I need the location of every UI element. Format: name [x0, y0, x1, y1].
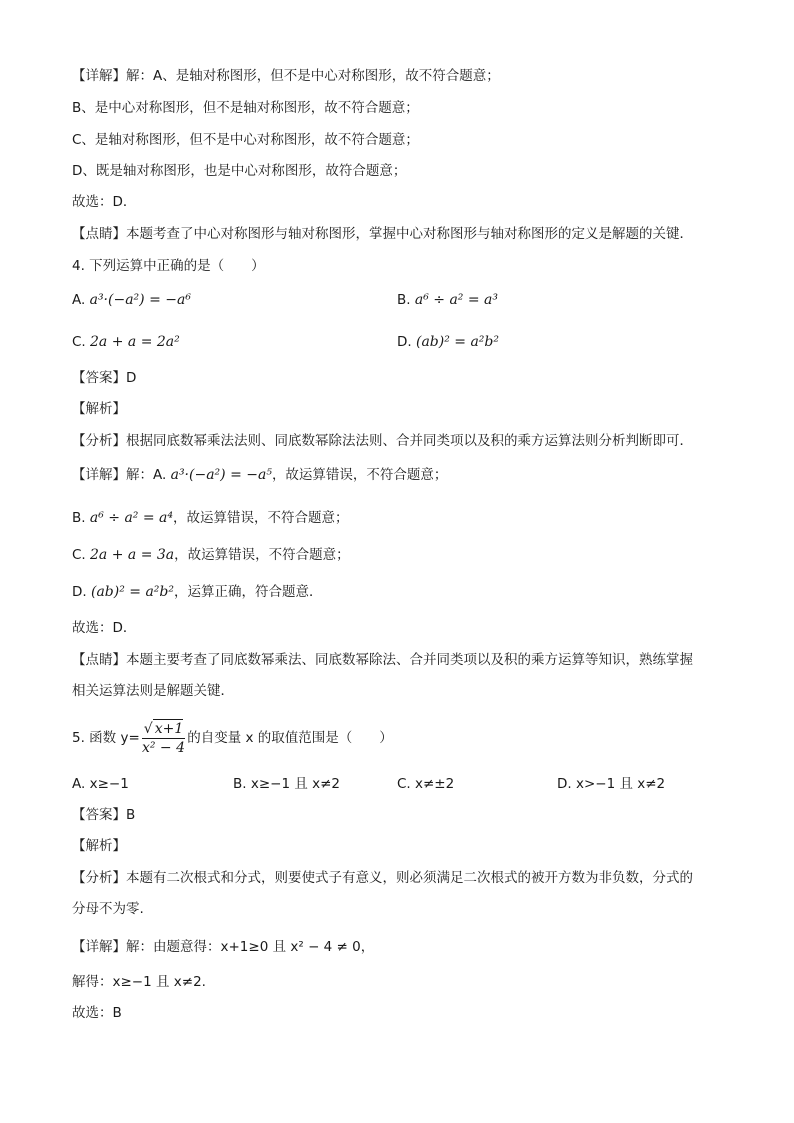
- q4-analysis: 【分析】根据同底数幂乘法法则、同底数幂除法法则、合并同类项以及积的乘方运算法则分析判断即可．: [72, 433, 693, 449]
- prev-c: C、是轴对称图形，但不是中心对称图形，故不符合题意；: [72, 132, 419, 148]
- q4-stem: 4. 下列运算中正确的是（ ）: [72, 258, 265, 274]
- q4-detail-b: [72, 508, 349, 528]
- stem-suffix: 的自变量 x 的取值范围是（ ）: [187, 730, 393, 746]
- prev-choose: 故选：D．: [72, 194, 137, 210]
- option-label: C.: [72, 334, 86, 350]
- detail-prefix: C.: [72, 547, 86, 563]
- q5-jiexi: 【解析】: [72, 838, 126, 854]
- detail-formula: 2a + a = 3a: [90, 547, 175, 563]
- option-label: B.: [397, 292, 411, 308]
- q5-option-c: C. x≠±2: [397, 776, 455, 792]
- detail-tail: ，故运算错误，不符合题意；: [173, 510, 349, 526]
- option-formula: 2a + a = 2a²: [90, 334, 180, 350]
- detail-tail: ，故运算错误，不符合题意；: [271, 467, 448, 483]
- q5-option-a: A. x≥−1: [72, 776, 129, 792]
- q4-comment-line1: 【点睛】本题主要考查了同底数幂乘法、同底数幂除法、合并同类项以及积的乘方运算等知识，熟练掌握: [72, 652, 693, 668]
- q4-answer: 【答案】D: [72, 370, 137, 386]
- option-formula: a³·(−a²) = −a⁶: [89, 292, 191, 308]
- radicand: x+1: [154, 721, 184, 737]
- fraction: [142, 719, 185, 757]
- q5-solve: 解得：x≥−1 且 x≠2.: [72, 974, 206, 990]
- q5-analysis-line1: 【分析】本题有二次根式和分式，则要使式子有意义，则必须满足二次根式的被开方数为非负数，分式的: [72, 870, 693, 886]
- q5-detail: 【详解】解：由题意得：x+1≥0 且 x² − 4 ≠ 0，: [72, 939, 375, 955]
- stem-prefix: 5. 函数 y=: [72, 730, 140, 746]
- option-formula: (ab)² = a²b²: [415, 334, 499, 350]
- q4-option-d: [397, 331, 499, 353]
- q4-detail-c: [72, 545, 350, 565]
- q4-option-a: [72, 289, 191, 311]
- option-label: A.: [72, 292, 86, 308]
- q4-jiexi: 【解析】: [72, 401, 126, 417]
- fraction-numerator: [142, 719, 185, 739]
- q5-stem: [72, 718, 393, 758]
- sqrt-icon: √: [143, 721, 153, 737]
- q5-option-b: B. x≥−1 且 x≠2: [233, 776, 341, 792]
- detail-formula: (ab)² = a²b²: [90, 584, 174, 600]
- prev-b: B、是中心对称图形，但不是轴对称图形，故不符合题意；: [72, 100, 419, 116]
- q4-option-b: [397, 289, 498, 311]
- fraction-denominator: x² − 4: [141, 740, 186, 756]
- detail-formula: a⁶ ÷ a² = a⁴: [89, 510, 173, 526]
- option-formula: a⁶ ÷ a² = a³: [414, 292, 498, 308]
- q5-answer: 【答案】B: [72, 807, 136, 823]
- q4-detail-a: [72, 465, 447, 485]
- prev-detail-a: 【详解】解：A、是轴对称图形，但不是中心对称图形，故不符合题意；: [72, 68, 500, 84]
- q4-choose: 故选：D．: [72, 620, 137, 636]
- prev-d: D、既是轴对称图形，也是中心对称图形，故符合题意；: [72, 163, 407, 179]
- detail-tail: ，运算正确，符合题意．: [174, 584, 323, 600]
- q5-analysis-line2: 分母不为零.: [72, 901, 144, 917]
- detail-prefix: 【详解】解：A.: [72, 467, 167, 483]
- q5-choose: 故选：B: [72, 1005, 122, 1021]
- q4-comment-line2: 相关运算法则是解题关键．: [72, 683, 234, 699]
- option-label: D.: [397, 334, 412, 350]
- q4-detail-d: [72, 582, 323, 602]
- prev-comment: 【点睛】本题考查了中心对称图形与轴对称图形，掌握中心对称图形与轴对称图形的定义是解题的关键．: [72, 226, 693, 242]
- detail-prefix: D.: [72, 584, 87, 600]
- detail-prefix: B.: [72, 510, 86, 526]
- q5-option-d: D. x>−1 且 x≠2: [557, 776, 666, 792]
- detail-formula: a³·(−a²) = −a⁵: [170, 467, 272, 483]
- detail-tail: ，故运算错误，不符合题意；: [174, 547, 350, 563]
- q4-option-c: [72, 331, 180, 353]
